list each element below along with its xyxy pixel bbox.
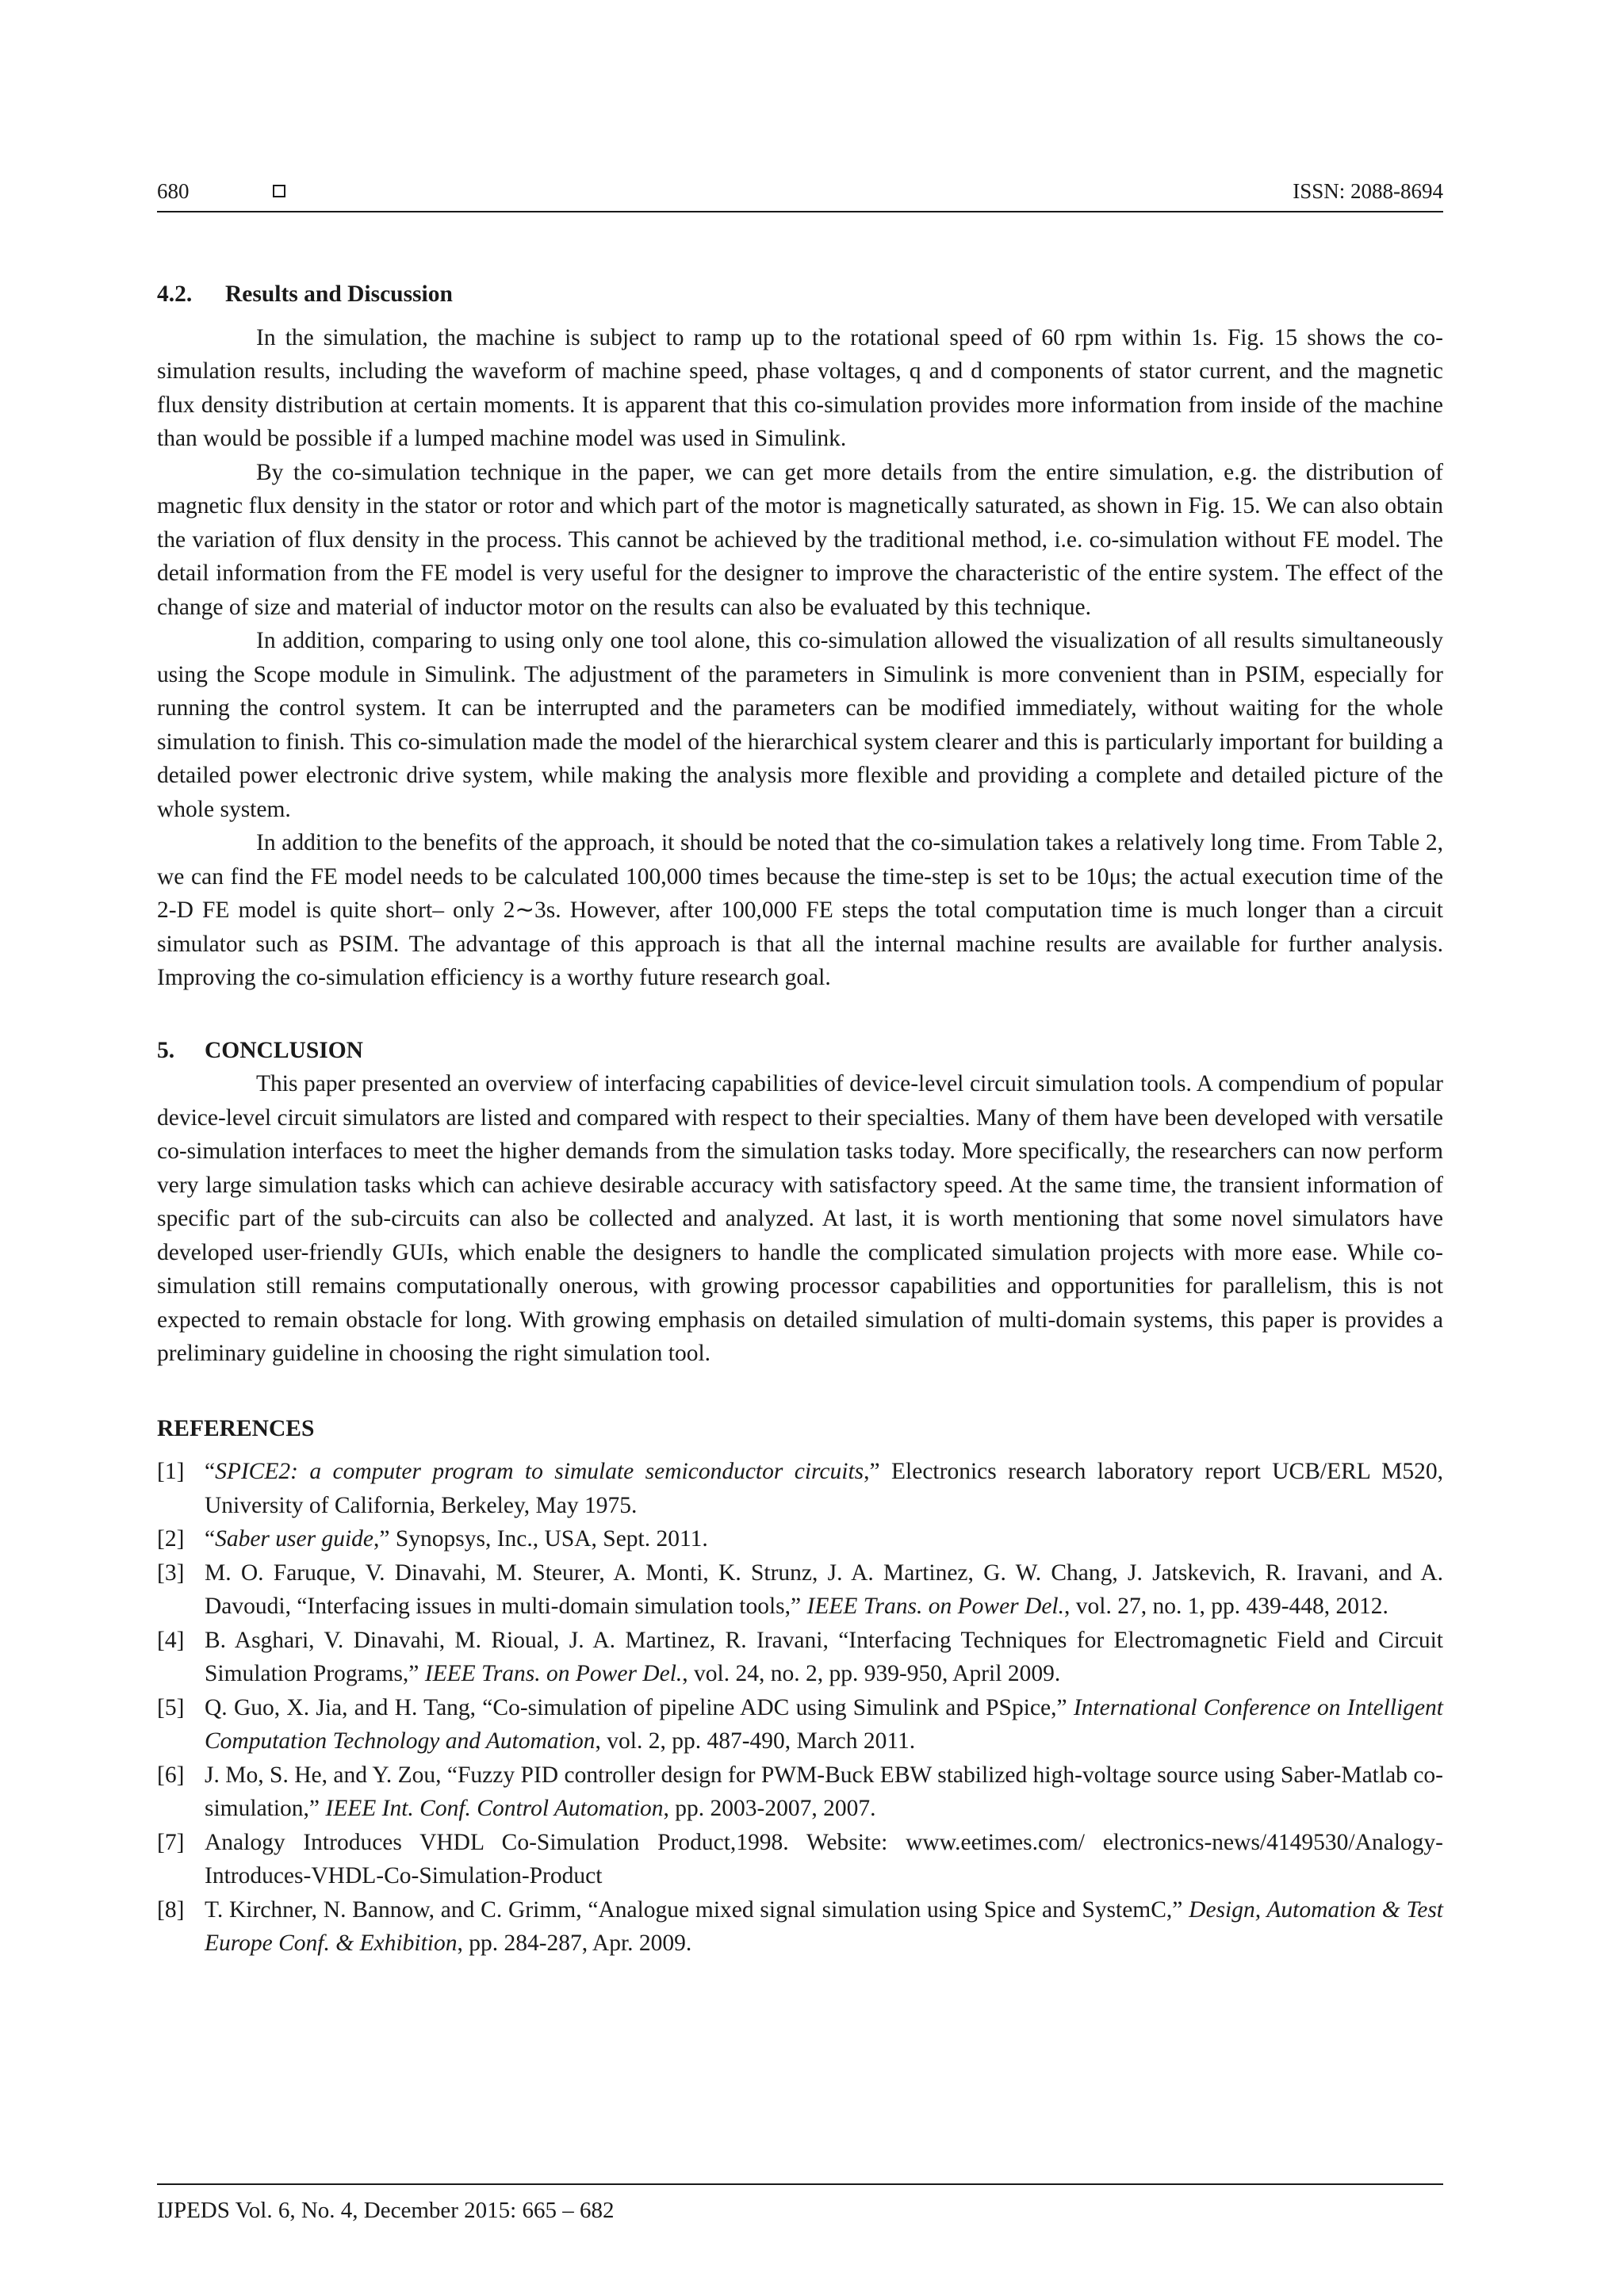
reference-list <box>157 1455 1443 1961</box>
reference-number: [8] <box>157 1896 185 1923</box>
section-heading-5: 5. CONCLUSION <box>157 1037 363 1063</box>
reference-text: T. Kirchner, N. Bannow, and C. Grimm, “Analogue mixed signal simulation using Spice and SystemC,” <box>205 1896 1189 1923</box>
reference-item <box>157 1624 1443 1691</box>
reference-text: , vol. 27, no. 1, pp. 439-448, 2012. <box>1064 1594 1388 1619</box>
reference-text: Analogy Introduces VHDL Co-Simulation Product,1998. Website: www.eetimes.com/ electronics-news/4149530/Analogy-Introduces-VHDL-Co-Simulation-Product <box>205 1829 1443 1888</box>
reference-title-italic: IEEE Trans. on Power Del. <box>806 1594 1064 1619</box>
reference-title-italic: Saber user guide <box>215 1526 374 1552</box>
paragraph: In the simulation, the machine is subject to ramp up to the rotational speed of 60 rpm within 1s. Fig. 15 shows the co-simulation results, including the waveform of machine speed, phase voltages, q and d components of stator current, and the magnetic flux density distribution at certain moments. It is apparent that this co-simulation provides more information from inside of the machine than would be possible if a lumped machine model was used in Simulink. <box>157 324 1443 451</box>
body-text <box>157 277 1443 1961</box>
reference-number: [3] <box>157 1559 185 1586</box>
reference-item <box>157 1556 1443 1624</box>
reference-title-italic: International Conference on Intelligent Computation Technology and Automation <box>205 1694 1443 1754</box>
reference-item <box>157 1758 1443 1826</box>
paragraph: In addition, comparing to using only one tool alone, this co-simulation allowed the visualization of all results simultaneously using the Scope module in Simulink. The adjustment of the parameters in Simulink is more convenient than in PSIM, especially for running the control system. It can be interrupted and the parameters can be modified immediately, without waiting for the whole simulation to finish. This co-simulation made the model of the hierarchical system clearer and this is particularly important for building a detailed power electronic drive system, while making the analysis more flexible and providing a complete and detailed picture of the whole system. <box>157 628 1443 822</box>
issn: ISSN: 2088-8694 <box>1293 179 1443 203</box>
reference-number: [1] <box>157 1459 185 1484</box>
reference-title-italic: IEEE Trans. on Power Del. <box>424 1661 683 1686</box>
square-icon <box>273 185 285 197</box>
reference-text: “ <box>205 1526 216 1552</box>
page-number: 680 <box>157 179 190 203</box>
references-heading: REFERENCES <box>157 1415 315 1441</box>
reference-number: [7] <box>157 1829 185 1855</box>
header-rule <box>157 211 1443 212</box>
reference-number: [6] <box>157 1762 185 1788</box>
reference-item <box>157 1691 1443 1758</box>
reference-number: [5] <box>157 1694 185 1720</box>
reference-text: M. O. Faruque, V. Dinavahi, M. Steurer, A. Monti, K. Strunz, J. A. Martinez, G. W. Chang, J. Jatskevich, R. Iravani, and A. Davoudi, “Interfacing issues in multi-domain simulation tools,” <box>205 1559 1443 1619</box>
reference-text: “ <box>205 1459 216 1484</box>
reference-title-italic: Design, Automation & Test Europe Conf. & Exhibition <box>205 1896 1443 1956</box>
running-footer: IJPEDS Vol. 6, No. 4, December 2015: 665 – 682 <box>157 2198 615 2223</box>
reference-item <box>157 1826 1443 1893</box>
reference-text: B. Asghari, V. Dinavahi, M. Rioual, J. A. Martinez, R. Iravani, “Interfacing Techniques for Electromagnetic Field and Circuit Simulation Programs,” <box>205 1627 1443 1686</box>
reference-number: [4] <box>157 1627 185 1653</box>
reference-item <box>157 1522 1443 1556</box>
reference-text: , pp. 284-287, Apr. 2009. <box>457 1931 692 1956</box>
section-heading-4-2: 4.2. Results and Discussion <box>157 281 453 307</box>
reference-text: ,” Synopsys, Inc., USA, Sept. 2011. <box>373 1526 708 1552</box>
reference-number: [2] <box>157 1526 185 1552</box>
reference-text: , pp. 2003-2007, 2007. <box>663 1796 876 1821</box>
paragraph: In addition to the benefits of the approach, it should be noted that the co-simulation takes a relatively long time. From Table 2, we can find the FE model needs to be calculated 100,000 times because the time-step is set to be 10μs; the actual execution time of the 2-D FE model is quite short– only 2∼3s. However, after 100,000 FE steps the total computation time is much longer than a circuit simulator such as PSIM. The advantage of this approach is that all the internal machine results are available for further analysis. Improving the co-simulation efficiency is a worthy future research goal. <box>157 830 1443 990</box>
reference-text: , vol. 2, pp. 487-490, March 2011. <box>595 1728 916 1754</box>
reference-text: Q. Guo, X. Jia, and H. Tang, “Co-simulation of pipeline ADC using Simulink and PSpice,” <box>205 1694 1074 1720</box>
paragraph: By the co-simulation technique in the paper, we can get more details from the entire simulation, e.g. the distribution of magnetic flux density in the stator or rotor and which part of the motor is magnetically saturated, as shown in Fig. 15. We can also obtain the variation of flux density in the process. This cannot be achieved by the traditional method, i.e. co-simulation without FE model. The detail information from the FE model is very useful for the designer to improve the characteristic of the entire system. The effect of the change of size and material of inductor motor on the results can also be evaluated by this technique. <box>157 459 1443 620</box>
reference-title-italic: SPICE2: a computer program to simulate semiconductor circuits <box>215 1459 864 1484</box>
reference-item <box>157 1893 1443 1961</box>
paragraph: This paper presented an overview of interfacing capabilities of device-level circuit simulation tools. A compendium of popular device-level circuit simulators are listed and compared with respect to their specialties. Many of them have been developed with versatile co-simulation interfaces to meet the higher demands from the simulation tasks today. More specifically, the researchers can now perform very large simulation tasks which can achieve desirable accuracy with satisfactory speed. At the same time, the transient information of specific part of the sub-circuits can also be collected and analyzed. At last, it is worth mentioning that some novel simulators have developed user-friendly GUIs, which enable the designers to handle the complicated simulation projects with more ease. While co-simulation still remains computationally onerous, with growing processor capabilities and opportunities for parallelism, this is not expected to remain obstacle for long. With growing emphasis on detailed simulation of multi-domain systems, this paper is provides a preliminary guideline in choosing the right simulation tool. <box>157 1071 1443 1366</box>
reference-title-italic: IEEE Int. Conf. Control Automation <box>325 1796 664 1821</box>
reference-text: ,” Electronics research laboratory report UCB/ERL M520, University of California, Berkeley, May 1975. <box>205 1459 1443 1518</box>
reference-item <box>157 1455 1443 1522</box>
reference-text: J. Mo, S. He, and Y. Zou, “Fuzzy PID controller design for PWM-Buck EBW stabilized high-voltage source using Saber-Matlab co-simulation,” <box>205 1762 1443 1821</box>
footer-rule <box>157 2183 1443 2185</box>
reference-text: , vol. 24, no. 2, pp. 939-950, April 2009. <box>682 1661 1061 1686</box>
